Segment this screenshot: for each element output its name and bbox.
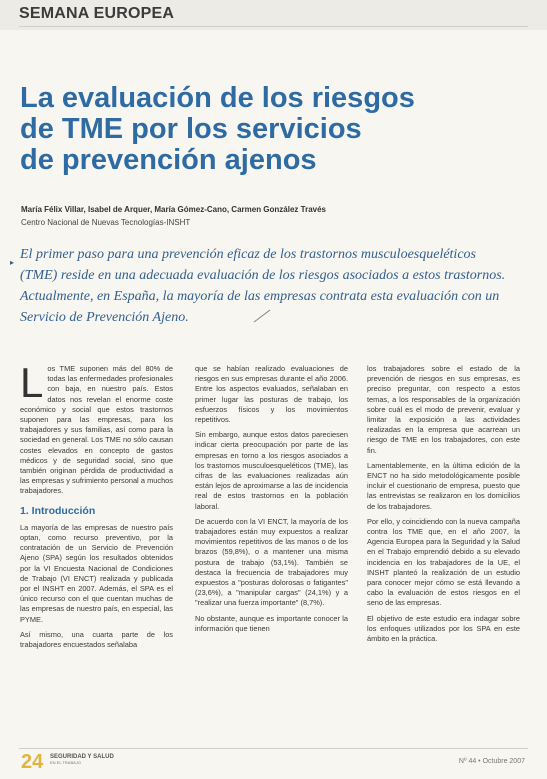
magazine-logo (50, 754, 114, 766)
bullet-icon: ▸ (10, 258, 15, 267)
drop-cap: L (20, 359, 44, 406)
body-paragraph: Así mismo, una cuarta parte de los trabajadores encuestados señalaba (20, 629, 173, 650)
body-paragraph: La mayoría de las empresas de nuestro país optan, como recurso preventivo, por la contratación de un Servicio de Prevención Ajeno (SPA) según los resultados obtenidos por la VI Encuesta Nacional de Condiciones de Trabajo (VI ENCT) realizada y publicada por el INSHT en 2007. Además, el SPA es el único recurso con el que cuentan muchas de las empresas de nuestro país, en especial, las PYME. (20, 522, 173, 624)
footer-divider (19, 748, 528, 749)
text-column-3 (367, 364, 520, 649)
text-column-2 (195, 364, 348, 639)
body-paragraph: De acuerdo con la VI ENCT, la mayoría de los trabajadores están muy expuestos a realizar movimientos repetitivos de las manos o de los brazos (59,8%), o a mantener una misma postura de trabajo (53,1%). También se destaca la frecuencia de trabajadores muy expuestos a "posturas dolorosas o fatigantes" (23,6%), a "manipular cargas" (24,1%) y a "realizar una fuerza importante" (8,7%). (195, 516, 348, 608)
text-column-1 (20, 359, 173, 655)
magazine-subtitle: EN EL TRABAJO (50, 760, 81, 765)
body-paragraph: Sin embargo, aunque estos datos pareciesen indicar cierta preocupación por parte de las empresas en torno a los riesgos asociados a los trastornos musculoesqueléticos (TME), las cifras de las evaluaciones realizadas aún están lejos de aproximarse a las de incidencia real de estos trastornos en la población laboral. (195, 430, 348, 511)
section-label: SEMANA EUROPEA (19, 5, 175, 22)
body-paragraph: que se habían realizado evaluaciones de riesgos en sus empresas durante el año 2006. Entre los aspectos evaluados, señalaban en primer lugar las posturas de trabajo, los esfuerzos físicos y los movimientos repetitivos. (195, 364, 348, 425)
section-heading: 1. Introducción (20, 504, 96, 517)
body-paragraph: Por ello, y coincidiendo con la nueva campaña contra los TME que, en el año 2007, la Agencia Europea para la Seguridad y la Salud en el Trabajo emprendió debido a su elevado incidencia en los trabajadores de la UE, el INSHT planteó la realización de un estudio para conocer mejor cómo se está llevando a cabo la evaluación de estos riesgos en el seno de las empresas. (367, 516, 520, 608)
article-authors: María Félix Villar, Isabel de Arquer, María Gómez-Cano, Carmen González Través (21, 205, 327, 214)
header-divider (19, 26, 528, 27)
body-paragraph: El objetivo de este estudio era indagar sobre los enfoques utilizados por los SPA en este ámbito en la práctica. (367, 613, 520, 644)
body-paragraph: No obstante, aunque es importante conocer la información que tienen (195, 613, 348, 633)
pen-mark-icon (252, 308, 272, 324)
title-line: de prevención ajenos (20, 144, 317, 176)
title-line: de TME por los servicios (20, 113, 362, 145)
author-affiliation: Centro Nacional de Nuevas Tecnologías-INSHT (21, 218, 191, 227)
issue-info: Nº 44 • Octubre 2007 (458, 758, 525, 765)
page-number: 24 (21, 751, 44, 773)
title-line: La evaluación de los riesgos (20, 82, 415, 114)
lead-text: El primer paso para una prevención eficaz de los trastornos musculoesqueléticos (TME) reside en una adecuada evaluación de los riesgos asociados a estos trastornos. Actualmente, en España, la mayoría de las empresas contrata esta evaluación con un Servicio de Prevención Ajeno. (20, 247, 506, 325)
body-paragraph: los trabajadores sobre el estado de la prevención de riesgos en sus empresas, es preciso preguntar, con respecto a estos temas, a los responsables de la organización sobre cuál es el modo de prevenir, evaluar y limitar la exposición a las actividades realizadas en la empresa que acarrean un riesgo de TME en los trabajadores, con este fin. (367, 364, 520, 455)
magazine-name: SEGURIDAD Y SALUD (50, 754, 114, 760)
article-title (20, 83, 510, 176)
body-paragraph (20, 359, 173, 497)
body-paragraph: Lamentablemente, en la última edición de la ENCT no ha sido metodológicamente posible incluir el cuestionario de empresa, puesto que las entrevistas se realizaron en los domicilios de los trabajadores. (367, 460, 520, 511)
body-text: os TME suponen más del 80% de todas las enfermedades profesionales con baja, en nuestro país. Estos datos nos revelan el enorme coste económico y social que estos trastornos suponen para las empresas, para los trabajadores y sus familias, así como para la sociedad en general. Los TME no sólo causan costes elevados en concepto de gastos médicos y de seguridad social, sino que también originan pérdida de productividad a las empresas y sufrimiento personal a muchos trabajadores. (20, 364, 173, 496)
